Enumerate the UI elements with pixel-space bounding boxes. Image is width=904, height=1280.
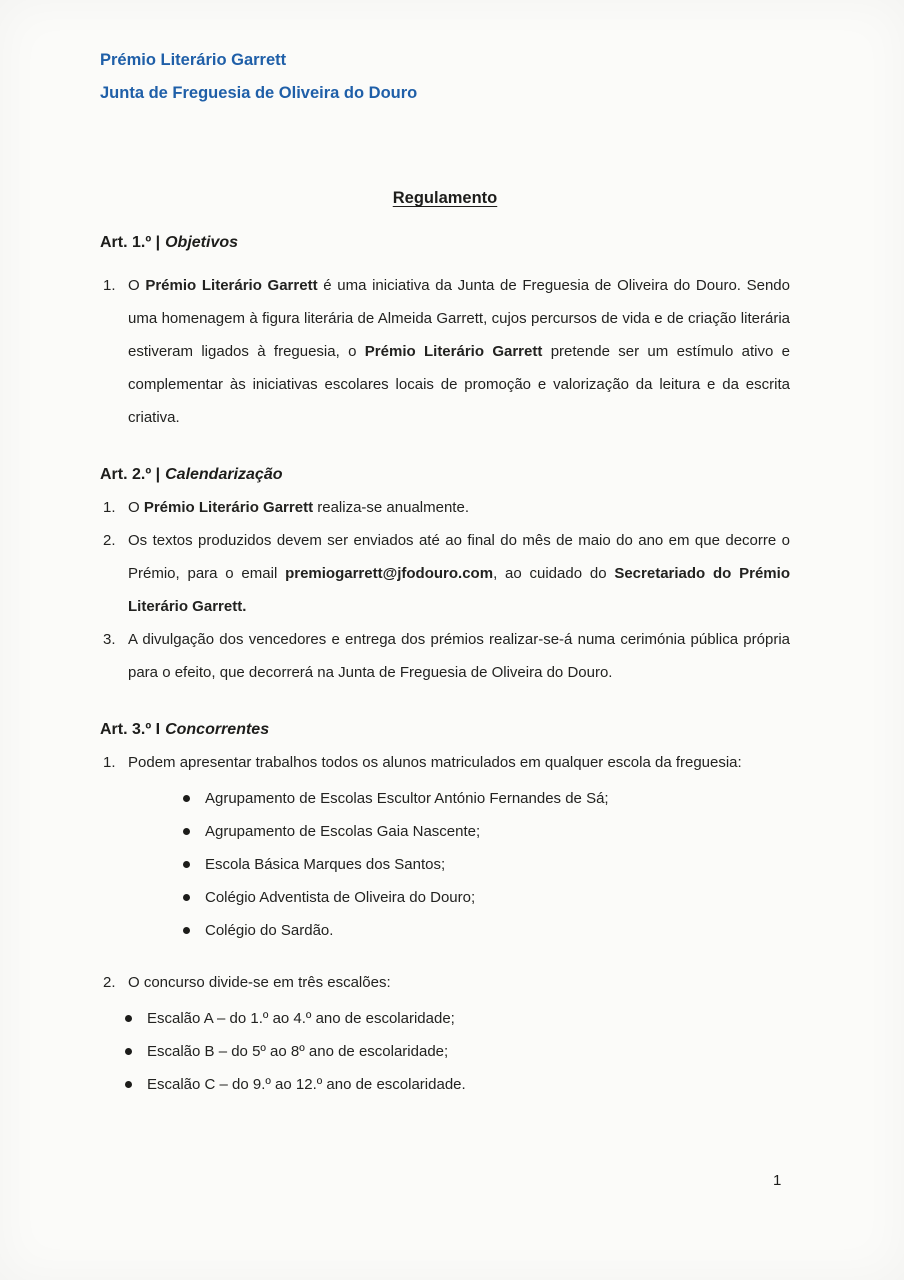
article-2-heading <box>100 458 790 491</box>
schools-bullet-list <box>183 782 790 947</box>
bullet-dot-icon <box>183 894 190 901</box>
bullet-text: Agrupamento de Escolas Escultor António Fernandes de Sá; <box>205 790 609 807</box>
text-segment: Os textos produzidos devem ser enviados até ao final do mês de maio do ano em que decorre o Prémio, para o email <box>128 532 790 582</box>
bullet-text: Colégio do Sardão. <box>205 922 334 939</box>
text-segment: O <box>128 499 144 516</box>
list-item <box>183 881 790 914</box>
list-item <box>125 1068 790 1101</box>
item-number: 1. <box>103 277 116 294</box>
article-3-name: Concorrentes <box>165 721 270 738</box>
bullet-dot-icon <box>125 1081 132 1088</box>
article-2-item-3 <box>100 623 790 689</box>
article-1-item-1 <box>100 269 790 434</box>
bullet-dot-icon <box>183 927 190 934</box>
text-segment: O <box>128 277 146 294</box>
item-number: 2. <box>103 532 116 549</box>
bullet-text: Escalão B – do 5º ao 8º ano de escolaridade; <box>147 1043 449 1060</box>
doc-title: Regulamento <box>392 189 498 207</box>
item-number: 1. <box>103 499 116 516</box>
bullet-text: Escola Básica Marques dos Santos; <box>205 856 446 873</box>
document-content <box>100 0 790 1101</box>
article-2-item-2 <box>100 524 790 623</box>
item-number: 2. <box>103 974 116 991</box>
article-2-item-1 <box>100 491 790 524</box>
list-item <box>125 1002 790 1035</box>
article-3-prefix: Art. 3.º I <box>100 721 161 738</box>
article-3-item-1 <box>100 746 790 779</box>
escaloes-bullet-list <box>125 1002 790 1101</box>
item-text <box>128 966 790 999</box>
item-text <box>128 746 790 779</box>
list-item <box>183 815 790 848</box>
item-text <box>128 269 790 434</box>
article-1-name: Objetivos <box>165 234 239 251</box>
article-2-prefix: Art. 2.º | <box>100 466 161 483</box>
doc-header <box>100 0 790 110</box>
text-segment-bold: Prémio Literário Garrett <box>145 277 318 294</box>
bullet-text: Escalão C – do 9.º ao 12.º ano de escolaridade. <box>147 1076 466 1093</box>
item-number: 3. <box>103 631 116 648</box>
article-2-name: Calendarização <box>165 466 283 483</box>
text-segment: , ao cuidado do <box>493 565 615 582</box>
list-item <box>183 782 790 815</box>
bullet-text: Agrupamento de Escolas Gaia Nascente; <box>205 823 481 840</box>
text-segment: realiza-se anualmente. <box>313 499 469 516</box>
text-segment-bold: Prémio Literário Garrett <box>143 499 314 516</box>
bullet-text: Colégio Adventista de Oliveira do Douro; <box>205 889 476 906</box>
text-segment: pretende ser um estímulo ativo e complementar às iniciativas escolares locais de promoção e valorização da leitura e da escrita criativa. <box>128 343 790 426</box>
page-number: 1 <box>773 1172 782 1189</box>
item-number: 1. <box>103 754 116 771</box>
bullet-dot-icon <box>183 828 190 835</box>
list-item <box>183 848 790 881</box>
list-item <box>183 914 790 947</box>
text-segment: A divulgação dos vencedores e entrega dos prémios realizar-se-á numa cerimónia pública própria para o efeito, que decorrerá na Junta de Freguesia de Oliveira do Douro. <box>128 631 790 681</box>
bullet-dot-icon <box>183 861 190 868</box>
text-segment: O concurso divide-se em três escalões: <box>128 974 391 991</box>
text-segment: é uma iniciativa da Junta de Freguesia de Oliveira do Douro. Sendo uma homenagem à figura literária de Almeida Garrett, cujos percursos de vida e de criação literária estiveram ligados à freguesia, o <box>128 277 790 360</box>
text-segment-bold: Prémio Literário Garrett <box>364 343 543 360</box>
item-text <box>128 491 790 524</box>
bullet-dot-icon <box>125 1048 132 1055</box>
list-item <box>125 1035 790 1068</box>
text-segment-bold: premiogarrett@jfodouro.com <box>285 565 494 582</box>
doc-header-line1: Prémio Literário Garrett <box>100 51 287 69</box>
item-text <box>128 623 790 689</box>
bullet-dot-icon <box>183 795 190 802</box>
text-segment: Podem apresentar trabalhos todos os alunos matriculados em qualquer escola da freguesia: <box>128 754 742 771</box>
text-segment-bold: Secretariado do Prémio Literário Garrett. <box>128 565 790 615</box>
doc-header-line2: Junta de Freguesia de Oliveira do Douro <box>100 84 418 102</box>
article-1-heading <box>100 226 790 259</box>
bullet-dot-icon <box>125 1015 132 1022</box>
bullet-text: Escalão A – do 1.º ao 4.º ano de escolaridade; <box>147 1010 455 1027</box>
article-3-heading <box>100 713 790 746</box>
article-3-item-2 <box>100 966 790 999</box>
item-text <box>128 524 790 623</box>
article-1-prefix: Art. 1.º | <box>100 234 161 251</box>
